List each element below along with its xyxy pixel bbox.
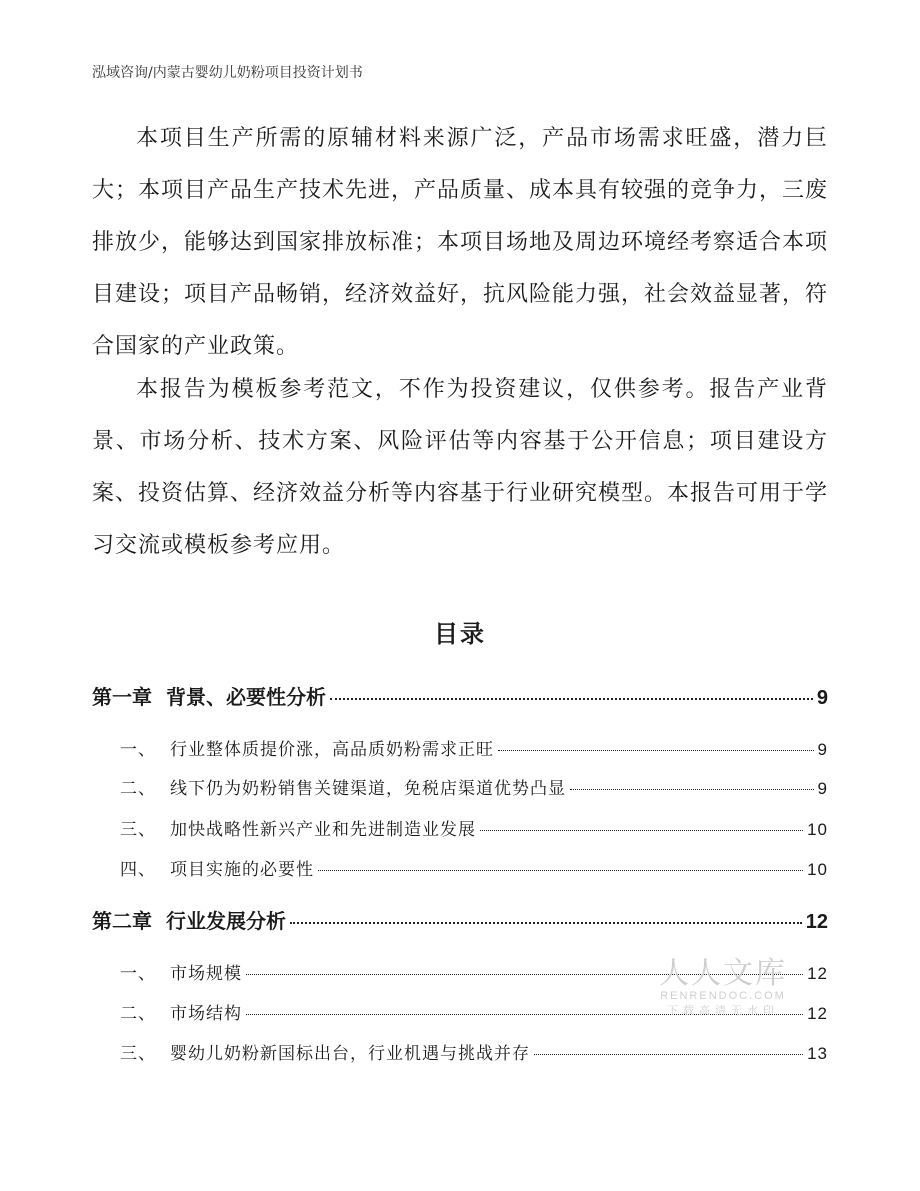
toc-entry-number: 一、 [120,740,156,760]
toc-entry-title: 加快战略性新兴产业和先进制造业发展 [170,820,476,840]
toc-entry-page: 9 [816,687,828,709]
document-header: 泓域咨询/内蒙古婴幼儿奶粉项目投资计划书 [92,65,363,81]
toc-entry-page: 10 [807,860,828,879]
toc-entry-number: 第二章 [92,909,152,933]
toc-leader-dots [480,830,803,831]
toc-entry-section[interactable] [92,735,828,760]
toc-entry-page: 13 [807,1044,828,1063]
toc-entry-page: 9 [817,779,828,798]
toc-leader-dots [290,922,802,924]
toc-entry-title: 项目实施的必要性 [170,860,314,880]
toc-entry-page: 12 [807,964,828,983]
toc-title: 目录 [434,620,486,648]
toc-entry-number: 一、 [120,964,156,984]
toc-leader-dots [330,698,813,700]
toc-entry-title: 线下仍为奶粉销售关键渠道，免税店渠道优势凸显 [170,779,566,799]
toc-entry-number: 二、 [120,1004,156,1024]
toc-entry-section[interactable] [92,774,828,799]
toc-entry-page: 12 [805,911,828,933]
toc-leader-dots [570,789,814,790]
toc-leader-dots [318,870,803,871]
paragraph-disclaimer: 本报告为模板参考范文，不作为投资建议，仅供参考。报告产业背景、市场分析、技术方案、风险评估等内容基于公开信息；项目建设方案、投资估算、经济效益分析等内容基于行业研究模型。本报告可用于学习交流或模板参考应用。 [92,377,829,558]
toc-entry-page: 10 [807,820,828,839]
toc-entry-section[interactable] [92,1039,828,1064]
toc-entry-title: 行业整体质提价涨，高品质奶粉需求正旺 [170,740,494,760]
watermark-tagline: 下载高清无水印 [667,1004,779,1017]
toc-entry-title: 背景、必要性分析 [166,685,326,709]
toc-entry-title: 市场结构 [170,1004,242,1024]
toc-entry-section[interactable] [92,855,828,880]
toc-entry-page: 9 [817,740,828,759]
toc-entry-number: 三、 [120,1044,156,1064]
toc-entry-chapter-1[interactable] [92,681,828,710]
toc-entry-number: 三、 [120,820,156,840]
watermark-domain: RENRENDOC.COM [660,990,786,1002]
toc-leader-dots [534,1054,803,1055]
toc-entry-number: 第一章 [92,685,152,709]
toc-entry-title: 市场规模 [170,964,242,984]
paragraph-project-summary: 本项目生产所需的原辅材料来源广泛，产品市场需求旺盛，潜力巨大；本项目产品生产技术先进，产品质量、成本具有较强的竞争力，三废排放少，能够达到国家排放标准；本项目场地及周边环境经考察适合本项目建设；项目产品畅销，经济效益好，抗风险能力强，社会效益显著，符合国家的产业政策。 [92,126,829,359]
watermark [648,958,798,1018]
toc-entry-number: 四、 [120,860,156,880]
toc-entry-title: 婴幼儿奶粉新国标出台，行业机遇与挑战并存 [170,1044,530,1064]
toc-leader-dots [498,750,814,751]
toc-entry-page: 12 [807,1004,828,1023]
toc-entry-number: 二、 [120,779,156,799]
toc-entry-chapter-2[interactable] [92,905,828,934]
toc-entry-title: 行业发展分析 [166,909,286,933]
watermark-brand: 人人文库 [659,956,787,991]
toc-entry-section[interactable] [92,815,828,840]
